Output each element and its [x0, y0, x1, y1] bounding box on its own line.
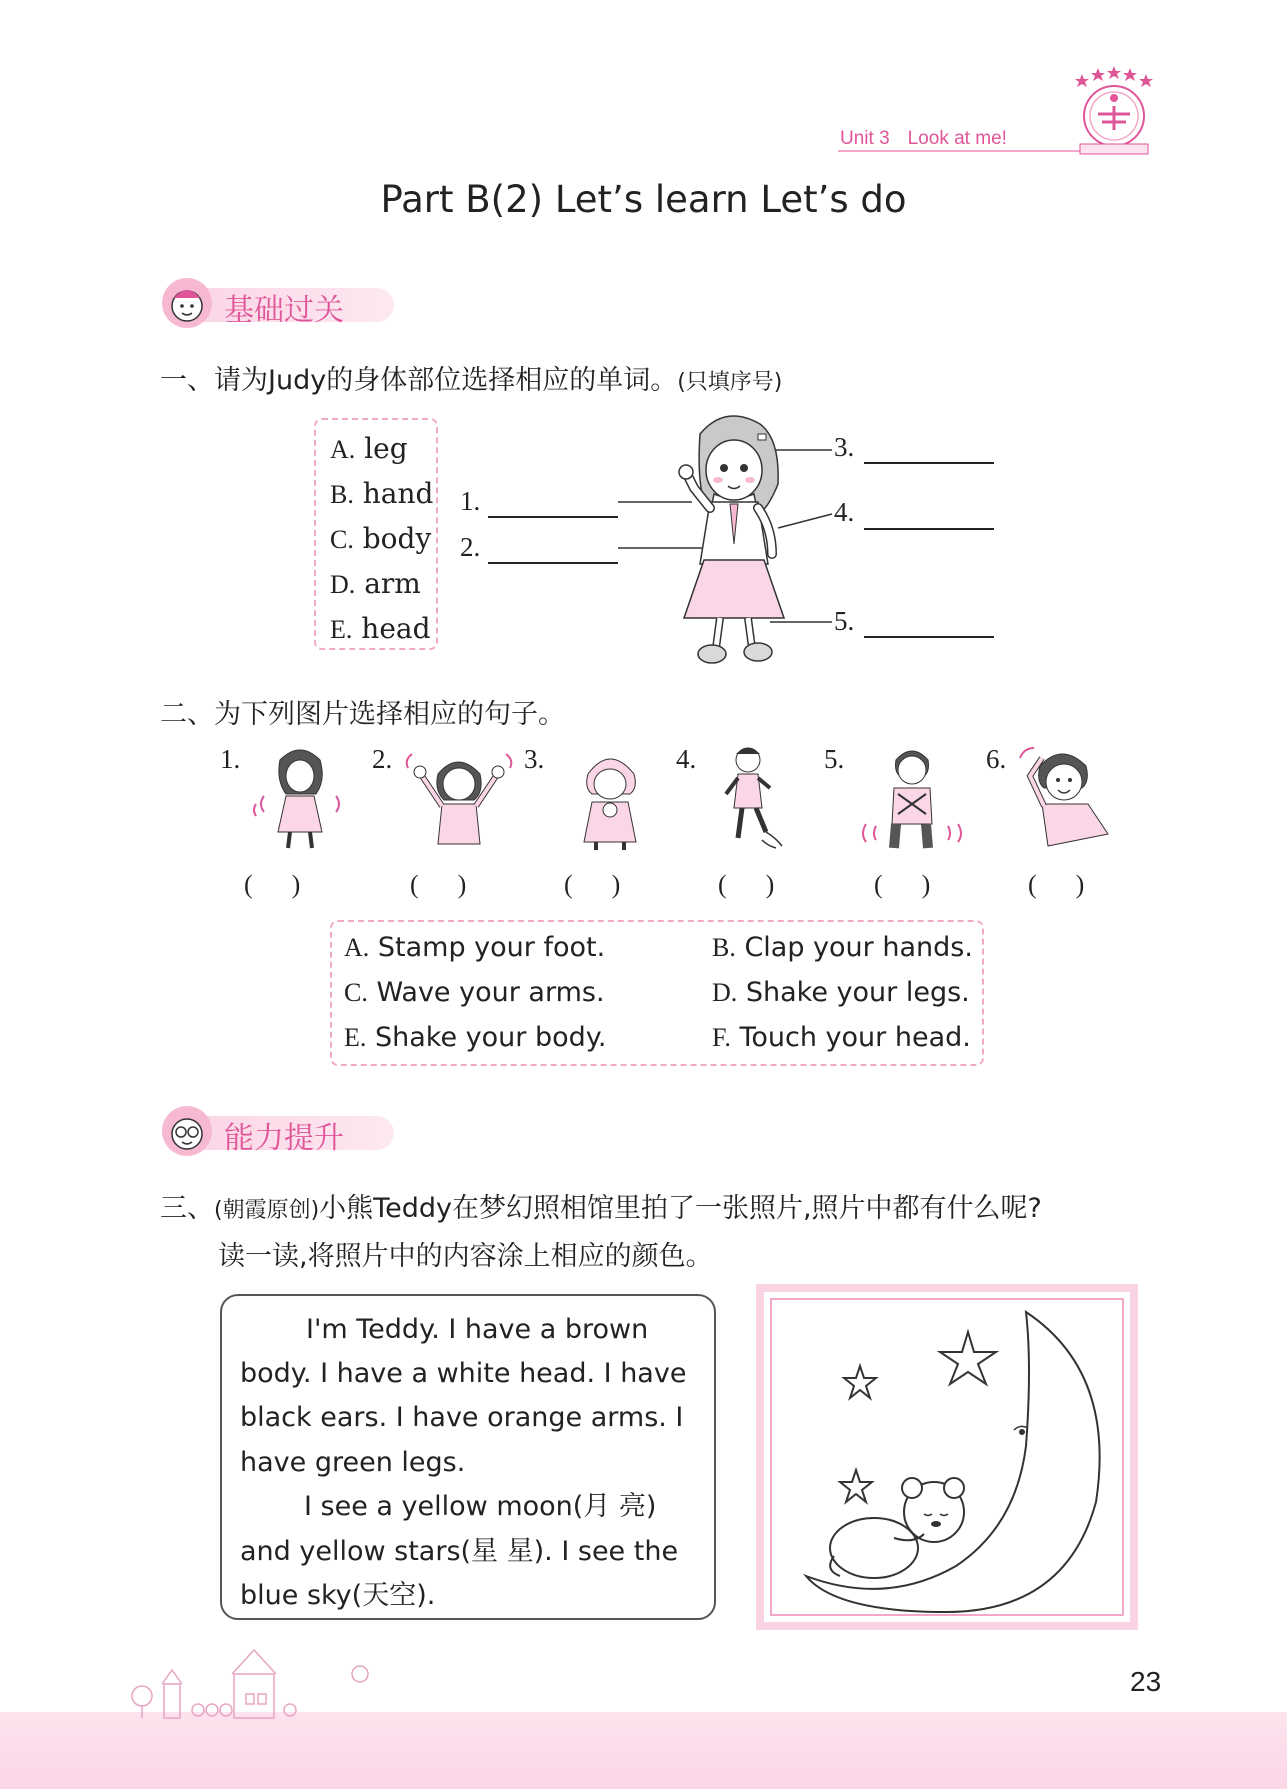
blank-1-label: 1.	[460, 486, 481, 516]
blank-3-label: 3.	[834, 432, 855, 462]
teddy-moon-illustration[interactable]	[764, 1292, 1130, 1622]
answer-paren-4[interactable]: ( )	[718, 870, 775, 899]
picture-6-touch-head	[1016, 744, 1116, 852]
passage-line-3: black ears. I have orange arms. I	[240, 1402, 684, 1433]
passage-line-5: I see a yellow moon(月 亮)	[304, 1491, 657, 1522]
picture-2-label: 2.	[372, 744, 393, 774]
footer-castle-decoration	[120, 1644, 380, 1720]
mascot-icon	[160, 276, 214, 330]
word-options-box	[314, 418, 438, 650]
question-1-note: (只填序号)	[677, 370, 783, 395]
answer-blank-3[interactable]	[864, 462, 994, 464]
answer-paren-3[interactable]: ( )	[564, 870, 621, 899]
picture-5-shake-legs	[852, 744, 972, 852]
passage-line-6: and yellow stars(星 星). I see the	[240, 1536, 679, 1567]
answer-blank-5[interactable]	[864, 636, 994, 638]
question-1-text: 一、请为Judy的身体部位选择相应的单词。	[160, 365, 678, 396]
picture-2-wave-arms	[404, 744, 514, 852]
section-title-basic: 基础过关	[224, 293, 344, 328]
question-1-heading	[160, 358, 782, 397]
sentence-option-d: D. Shake your legs.	[712, 977, 970, 1008]
section-banner-basic	[160, 276, 400, 330]
unit-label: Unit 3	[840, 128, 890, 149]
answer-blank-2[interactable]	[488, 562, 618, 564]
picture-4-stamp-foot	[706, 744, 796, 852]
picture-1-label: 1.	[220, 744, 241, 774]
unit-header	[840, 128, 1007, 150]
blank-5-label: 5.	[834, 606, 855, 636]
passage-line-2: body. I have a white head. I have	[240, 1358, 687, 1389]
sentence-option-c: C. Wave your arms.	[344, 977, 605, 1008]
sentence-option-b: B. Clap your hands.	[712, 932, 973, 963]
picture-5-label: 5.	[824, 744, 845, 774]
header-divider	[838, 150, 1084, 152]
picture-1-shake-body	[250, 744, 350, 852]
word-option-e: E. head	[330, 612, 431, 645]
picture-4-label: 4.	[676, 744, 697, 774]
sentence-option-e: E. Shake your body.	[344, 1022, 607, 1053]
page-title: Part B(2) Let’s learn Let’s do	[380, 178, 907, 221]
word-option-a: A. leg	[330, 432, 408, 465]
picture-3-label: 3.	[524, 744, 545, 774]
sentence-options-box	[330, 920, 984, 1066]
teddy-photo-frame	[756, 1284, 1138, 1630]
answer-paren-6[interactable]: ( )	[1028, 870, 1085, 899]
question-3-heading	[160, 1186, 1042, 1225]
unit-title: Look at me!	[907, 128, 1007, 149]
word-option-d: D. arm	[330, 567, 421, 600]
blank-2-label: 2.	[460, 532, 481, 562]
section-title-advanced: 能力提升	[224, 1121, 344, 1156]
answer-paren-5[interactable]: ( )	[874, 870, 931, 899]
answer-blank-1[interactable]	[488, 516, 618, 518]
footer-band	[0, 1712, 1287, 1789]
question-3-prefix: 三、	[160, 1193, 214, 1224]
question-2-heading: 二、为下列图片选择相应的句子。	[160, 699, 565, 730]
page-number: 23	[1130, 1666, 1162, 1697]
reading-passage-box	[220, 1294, 716, 1620]
passage-line-1: I'm Teddy. I have a brown	[306, 1314, 649, 1345]
sentence-option-f: F. Touch your head.	[712, 1022, 971, 1053]
word-option-b: B. hand	[330, 477, 434, 510]
picture-6-label: 6.	[986, 744, 1007, 774]
publisher-logo-icon	[1072, 64, 1156, 156]
section-banner-advanced	[160, 1104, 400, 1158]
answer-blank-4[interactable]	[864, 528, 994, 530]
question-3-heading-line2: 读一读,将照片中的内容涂上相应的颜色。	[218, 1241, 713, 1272]
question-3-text: 小熊Teddy在梦幻照相馆里拍了一张照片,照片中都有什么呢?	[319, 1193, 1042, 1224]
answer-paren-2[interactable]: ( )	[410, 870, 467, 899]
sentence-option-a: A. Stamp your foot.	[344, 932, 606, 963]
blank-4-label: 4.	[834, 497, 855, 527]
mascot-icon	[160, 1104, 214, 1158]
passage-line-4: have green legs.	[240, 1447, 466, 1478]
picture-3-clap-hands	[560, 744, 660, 852]
answer-paren-1[interactable]: ( )	[244, 870, 301, 899]
question-3-tag: (朝霞原创)	[214, 1198, 320, 1223]
judy-illustration	[610, 404, 840, 666]
word-option-c: C. body	[330, 522, 432, 555]
passage-line-7: blue sky(天空).	[240, 1580, 436, 1611]
